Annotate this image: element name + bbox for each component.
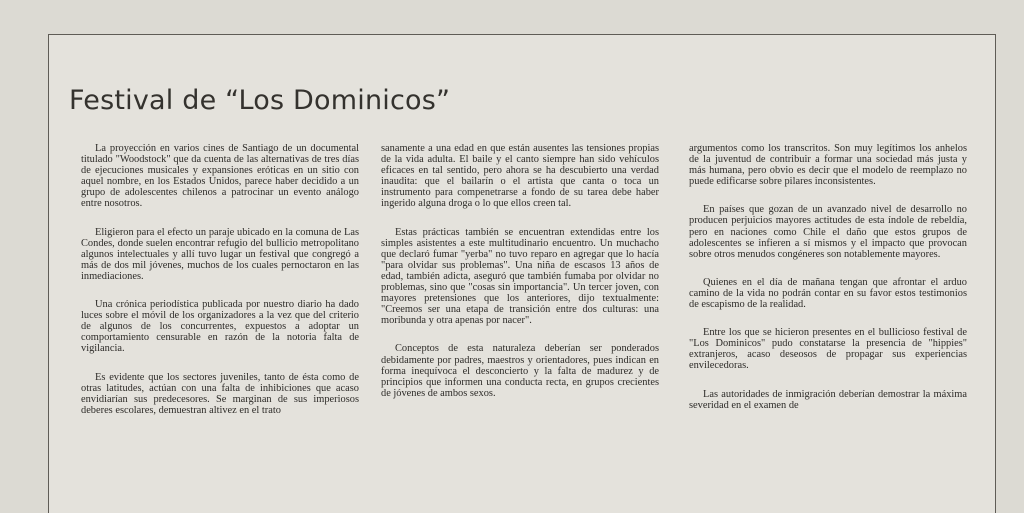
- paragraph: argumentos como los transcritos. Son muy legítimos los anhelos de la juventud de contribuir a formar una sociedad más justa y más humana, pero obvio es decir que el modelo de reemplazo no puede edificarse sobre pilares inconsistentes.: [689, 143, 967, 188]
- paragraph: Eligieron para el efecto un paraje ubicado en la comuna de Las Condes, donde suelen encontrar refugio del bullicio metropolitano algunos intelectuales y allí tuvo lugar un festival que congregó a más de dos mil jóvenes, muchos de los cuales pernoctaron en las inmediaciones.: [81, 226, 359, 282]
- column-1: [81, 143, 359, 433]
- paragraph: Es evidente que los sectores juveniles, tanto de ésta como de otras latitudes, actúan con una falta de inhibiciones que acaso envidiarían sus predecesores. Se marginan de sus imperiosos deberes escolares, demuestran altivez en el trato: [81, 371, 359, 416]
- paragraph: En países que gozan de un avanzado nivel de desarrollo no producen perjuicios mayores actitudes de esta índole de rebeldía, pero en naciones como Chile el daño que estos grupos de adolescentes se infieren a sí mismos y el impacto que provocan sobre otros menudos congéneres son notablemente mayores.: [689, 204, 967, 260]
- paragraph: sanamente a una edad en que están ausentes las tensiones propias de la vida adulta. El baile y el canto siempre han sido vehículos eficaces en tal sentido, pero ahora se ha descubierto una verdad inaudita: que el bailarín o el artista que canta o toca un instrumento para compenetrarse a fondo de su tarea debe haber ingerido alguna droga o lo que ellos creen tal.: [381, 143, 659, 210]
- article-clipping: [48, 34, 996, 513]
- paragraph: Quienes en el día de mañana tengan que afrontar el arduo camino de la vida no podrán contar en su favor estos testimonios de escapismo de la realidad.: [689, 276, 967, 311]
- column-3: [689, 143, 967, 428]
- column-2: [381, 143, 659, 416]
- paragraph: Conceptos de esta naturaleza deberían ser ponderados debidamente por padres, maestros y orientadores, pues indican en forma inequívoca el desconcierto y la falta de madurez y de principios que informen una conducta recta, en grupos crecientes de jóvenes de ambos sexos.: [381, 343, 659, 399]
- paragraph: Las autoridades de inmigración deberían demostrar la máxima severidad en el examen de: [689, 388, 967, 411]
- paragraph: La proyección en varios cines de Santiago de un documental titulado "Woodstock" que da cuenta de las alternativas de tres días de ejecuciones musicales y expansiones eróticas en un sitio con aquel nombre, en los Estados Unidos, parece haber decidido a un grupo de adolescentes chilenos a patrocinar un evento análogo entre nosotros.: [81, 143, 359, 210]
- article-title: Festival de “Los Dominicos”: [69, 85, 451, 116]
- paragraph: Una crónica periodística publicada por nuestro diario ha dado luces sobre el móvil de los organizadores a la vez que del criterio de algunos de los concurrentes, expuestos a adoptar un comportamiento censurable en razón de la notoria falta de vigilancia.: [81, 299, 359, 355]
- paragraph: Estas prácticas también se encuentran extendidas entre los simples asistentes a este multitudinario encuentro. Un muchacho que declaró fumar "yerba" no tuvo reparo en agregar que lo hacía "para olvidar sus problemas". Una niña de escasos 13 años de edad, también adicta, aseguró que también fumaba por olvidar no problemas, sino que "cosas sin importancia". Un tercer joven, con mayores pretensiones que los anteriores, dijo textualmente: "Creemos ser una etapa de transición entre dos culturas: una moribunda y otra apenas por nacer".: [381, 226, 659, 327]
- paragraph: Entre los que se hicieron presentes en el bullicioso festival de "Los Dominicos" pudo constatarse la presencia de "hippies" extranjeros, acaso deseosos de propagar sus experiencias envilecedoras.: [689, 327, 967, 372]
